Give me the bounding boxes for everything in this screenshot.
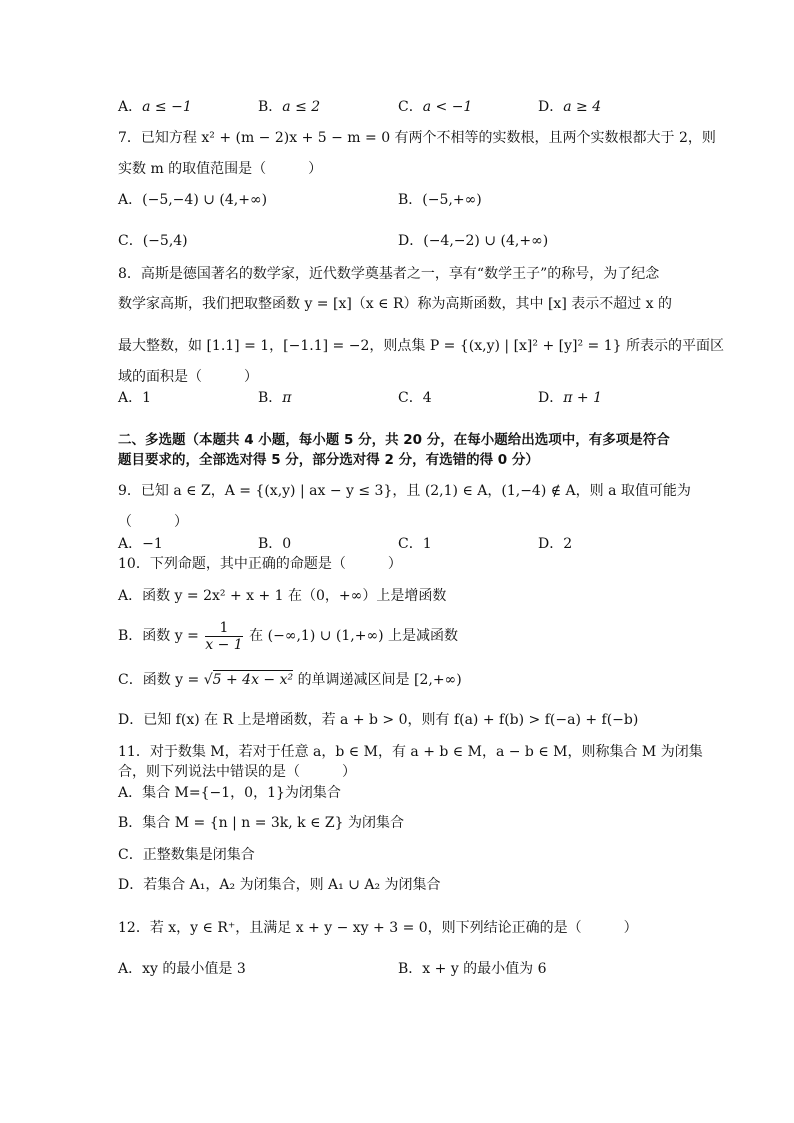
q7-option-d: D．(−4,−2) ∪ (4,+∞) bbox=[398, 233, 549, 249]
q9-option-a: A．−1 bbox=[118, 536, 163, 552]
q8-option-b: B．π bbox=[258, 390, 292, 406]
section2-heading-line1: 二、多选题（本题共 4 小题，每小题 5 分，共 20 分，在每小题给出选项中，有多项是符合 bbox=[118, 432, 670, 448]
q9-option-c: C．1 bbox=[398, 536, 432, 552]
q10-b-fraction bbox=[205, 620, 242, 653]
fraction-numerator: 1 bbox=[205, 620, 242, 637]
q11-option-d: D．若集合 A₁，A₂ 为闭集合，则 A₁ ∪ A₂ 为闭集合 bbox=[118, 877, 441, 893]
q12-option-a: A．xy 的最小值是 3 bbox=[118, 961, 246, 977]
fraction-denominator: x − 1 bbox=[205, 636, 243, 653]
q10-option-d: D．已知 f(x) 在 R 上是增函数，若 a + b > 0，则有 f(a) + f(b) > f(−a) + f(−b) bbox=[118, 712, 639, 728]
q8-option-a: A．1 bbox=[118, 390, 152, 406]
q6-option-d: D．a ≥ 4 bbox=[538, 99, 602, 115]
q8-stem-line1: 8．高斯是德国著名的数学家，近代数学奠基者之一，享有“数学王子”的称号，为了纪念 bbox=[118, 266, 660, 282]
q7-option-b: B．(−5,+∞) bbox=[398, 192, 482, 208]
q8-option-c: C．4 bbox=[398, 390, 432, 406]
q8-option-d: D．π + 1 bbox=[538, 390, 602, 406]
q8-stem-line4: 域的面积是（ ） bbox=[118, 369, 258, 385]
q6-option-b: B．a ≤ 2 bbox=[258, 99, 321, 115]
q7-stem-line2: 实数 m 的取值范围是（ ） bbox=[118, 161, 323, 177]
q11-option-c: C．正整数集是闭集合 bbox=[118, 847, 255, 863]
q10-c-prefix: C．函数 y = √ bbox=[118, 672, 213, 688]
q11-option-a: A．集合 M={−1，0，1}为闭集合 bbox=[118, 785, 341, 801]
q6-option-a: A．a ≤ −1 bbox=[118, 99, 192, 115]
q10-b-prefix: B．函数 y = bbox=[118, 628, 199, 644]
q9-option-b: B．0 bbox=[258, 536, 292, 552]
q8-stem-line2: 数学家高斯，我们把取整函数 y = [x]（x ∈ R）称为高斯函数，其中 [x] 表示不超过 x 的 bbox=[118, 296, 673, 312]
q7-option-c: C．(−5,4) bbox=[118, 233, 188, 249]
q10-c-suffix: 的单调递减区间是 [2,+∞) bbox=[297, 672, 462, 688]
q12-option-b: B．x + y 的最小值为 6 bbox=[398, 961, 547, 977]
q10-option-b bbox=[118, 616, 458, 656]
q10-b-suffix: 在 (−∞,1) ∪ (1,+∞) 上是减函数 bbox=[249, 628, 459, 644]
q9-stem-line1: 9．已知 a ∈ Z，A = {(x,y) | ax − y ≤ 3}，且 (2,1) ∈ A，(1,−4) ∉ A，则 a 取值可能为 bbox=[118, 483, 691, 499]
q11-option-b: B．集合 M = {n | n = 3k, k ∈ Z} 为闭集合 bbox=[118, 815, 405, 831]
section2-heading-line2: 题目要求的，全部选对得 5 分，部分选对得 2 分，有选错的得 0 分） bbox=[118, 452, 539, 468]
q10-option-a: A．函数 y = 2x² + x + 1 在（0，+∞）上是增函数 bbox=[118, 588, 447, 604]
q8-stem-line3: 最大整数，如 [1.1] = 1，[−1.1] = −2，则点集 P = {(x,y) | [x]² + [y]² = 1} 所表示的平面区 bbox=[118, 338, 724, 354]
q11-stem-line1: 11．对于数集 M，若对于任意 a，b ∈ M，有 a + b ∈ M，a − b ∈ M，则称集合 M 为闭集 bbox=[118, 744, 703, 760]
q12-stem: 12．若 x，y ∈ R⁺，且满足 x + y − xy + 3 = 0，则下列结论正确的是（ ） bbox=[118, 920, 638, 936]
q7-option-a: A．(−5,−4) ∪ (4,+∞) bbox=[118, 192, 268, 208]
q10-c-radicand: 5 + 4x − x² bbox=[212, 672, 294, 688]
q9-option-d: D．2 bbox=[538, 536, 573, 552]
q9-stem-line2: （ ） bbox=[118, 514, 188, 530]
q10-option-c bbox=[118, 670, 462, 690]
q10-stem: 10．下列命题，其中正确的命题是（ ） bbox=[118, 556, 402, 572]
q6-option-c: C．a < −1 bbox=[398, 99, 473, 115]
q11-stem-line2: 合，则下列说法中错误的是（ ） bbox=[118, 764, 356, 780]
q7-stem-line1: 7．已知方程 x² + (m − 2)x + 5 − m = 0 有两个不相等的实数根，且两个实数根都大于 2，则 bbox=[118, 130, 716, 146]
